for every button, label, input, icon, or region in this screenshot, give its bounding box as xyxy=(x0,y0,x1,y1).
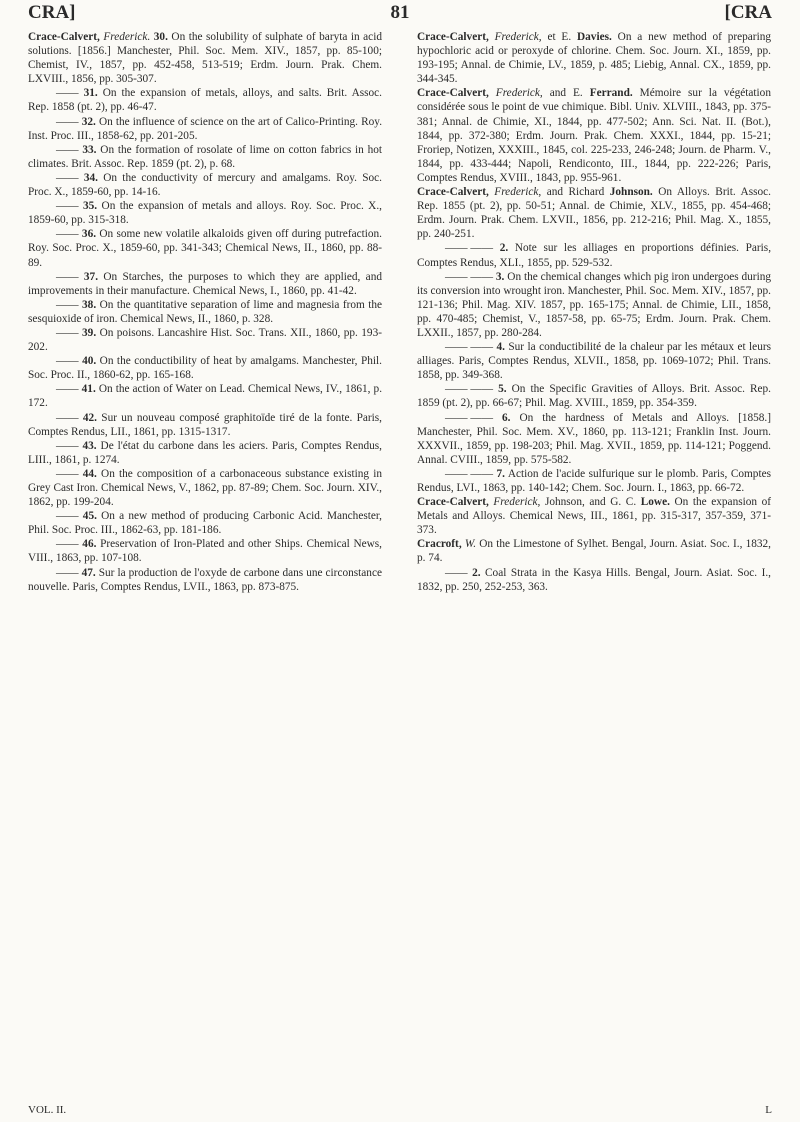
bibliography-entry xyxy=(28,171,382,199)
bibliography-entry xyxy=(28,326,382,354)
entry-text: De l'état du carbone dans les aciers. Paris, Comptes Rendus, LIII., 1861, p. 1274. xyxy=(28,439,383,466)
entry-dash: —— xyxy=(56,411,79,424)
entry-text: On the composition of a carbonaceous substance existing in Grey Cast Iron. Chemical News, V., 1862, pp. 87-89; Chem. Soc. Journ. XIV., 1862, pp. 199-204. xyxy=(28,467,383,509)
entry-coauthor-surname: Ferrand. xyxy=(589,87,633,100)
entry-dash: —— xyxy=(56,115,79,128)
bibliography-entry xyxy=(417,30,771,86)
entry-number: 40. xyxy=(82,355,97,368)
entry-dash: —— xyxy=(56,439,79,452)
entry-dash: —— xyxy=(56,355,79,368)
bibliography-entry xyxy=(28,143,382,171)
entry-dash: —— —— xyxy=(445,270,494,283)
entry-text: On the quantitative separation of lime and magnesia from the sesquioxide of iron. Chemical News, II., 1860, p. 328. xyxy=(28,298,383,325)
entry-number: 38. xyxy=(82,298,97,311)
bibliography-entry xyxy=(28,411,382,439)
entry-text: On some new volatile alkaloids given off during putrefaction. Roy. Soc. Proc. X., 1859-60, pp. 341-343; Chemical News, II., 1860, pp. 88-89. xyxy=(28,228,383,269)
entry-dash: —— —— xyxy=(445,411,494,424)
entry-dash: —— —— xyxy=(445,242,494,255)
entry-text: On the action of Water on Lead. Chemical News, IV., 1861, p. 172. xyxy=(28,383,383,410)
entry-dash: —— xyxy=(56,298,79,311)
entry-coauthor: and E. xyxy=(549,87,583,100)
bibliography-entry xyxy=(28,566,382,594)
entry-given-name: Frederick, xyxy=(495,87,543,100)
entry-number: 37. xyxy=(83,270,99,283)
bibliography-entry xyxy=(417,537,771,565)
bibliography-entry xyxy=(28,115,382,143)
signature-mark: L xyxy=(765,1104,772,1116)
entry-number: 2. xyxy=(472,566,481,579)
bibliography-entry xyxy=(417,495,771,537)
entry-dash: —— xyxy=(56,510,79,523)
entry-author: Crace-Calvert, xyxy=(28,31,100,43)
entry-text: Preservation of Iron-Plated and other Ships. Chemical News, VIII., 1863, pp. 107-108. xyxy=(28,538,382,565)
bibliography-entry xyxy=(28,30,382,86)
entry-number: 35. xyxy=(83,200,98,213)
entry-given-name: Frederick, xyxy=(493,496,541,509)
bibliography-entry xyxy=(28,537,382,565)
entry-coauthor-surname: Davies. xyxy=(576,31,612,43)
entry-text: Note sur les alliages en proportions définies. Paris, Comptes Rendus, XLI., 1855, pp. 529-532. xyxy=(417,242,772,269)
bibliography-entry xyxy=(417,270,771,340)
right-column xyxy=(417,30,771,594)
entry-dash: —— xyxy=(56,538,79,551)
entry-dash: —— xyxy=(56,566,79,579)
entry-number: 32. xyxy=(81,115,96,128)
entry-text: On the expansion of Metals and Alloys. Chemical News, III., 1861, pp. 315-317, 357-359, 371-373. xyxy=(417,496,772,537)
entry-dash: —— xyxy=(56,143,79,156)
entry-dash: —— xyxy=(56,383,79,396)
entry-text: On the hardness of Metals and Alloys. [1858.] Manchester, Phil. Soc. Mem. XV., 1860, pp. 113-121; Franklin Inst. Journ. XXXVII., 1859, pp. 198-203; Phil. Mag. XVII., 1859, pp. 114-121; Poggend. Annal. CVIII., 1859, pp. 575-582. xyxy=(417,411,772,466)
entry-text: On the solubility of sulphate of baryta in acid solutions. [1856.] Manchester, Phil. Soc. Mem. XIV., 1857, pp. 85-100; Chemist, IV., 1857, pp. 452-458, 513-519; Erdm. Journ. Prak. Chem. LXVIII., 1856, pp. 305-307. xyxy=(28,31,382,86)
entry-text: On Starches, the purposes to which they are applied, and improvements in their manufacture. Chemical News, I., 1860, pp. 41-42. xyxy=(28,270,382,297)
entry-number: 2. xyxy=(499,242,509,255)
entry-author: Cracroft, xyxy=(417,538,462,551)
bibliography-entry xyxy=(28,354,382,382)
bibliography-entry xyxy=(28,467,382,509)
bibliography-entry xyxy=(28,227,382,269)
entry-text: Sur la conductibilité de la chaleur par les métaux et leurs alliages. Paris, Comptes Rendus, XLVII., 1858, pp. 1069-1072; Phil. Trans. 1858, pp. 349-368. xyxy=(417,341,771,382)
entry-dash: —— —— xyxy=(445,383,494,396)
entry-dash: —— xyxy=(56,171,79,184)
entry-text: On the expansion of metals, alloys, and salts. Brit. Assoc. Rep. 1858 (pt. 2), pp. 46-47. xyxy=(28,87,383,114)
entry-number: 41. xyxy=(81,383,96,396)
entry-dash: —— xyxy=(56,270,79,283)
entry-text: On the Limestone of Sylhet. Bengal, Journ. Asiat. Soc. I., 1832, p. 74. xyxy=(417,538,772,565)
entry-author: Crace-Calvert, xyxy=(417,87,489,100)
bibliography-entry xyxy=(417,241,771,269)
bibliography-entry xyxy=(28,509,382,537)
entry-number: 3. xyxy=(495,270,505,283)
entry-text: On the influence of science on the art of Calico-Printing. Roy. Inst. Proc. III., 1858-62, pp. 201-205. xyxy=(28,115,383,142)
entry-dash: —— xyxy=(56,87,79,100)
entry-dash: —— —— xyxy=(445,341,494,354)
entry-number: 31. xyxy=(83,87,98,100)
entry-text: On the conductibility of heat by amalgams. Manchester, Phil. Soc. Proc. II., 1860-62, pp. 165-168. xyxy=(28,355,382,382)
bibliography-entry xyxy=(417,566,771,594)
entry-number: 4. xyxy=(496,341,505,354)
entry-dash: —— xyxy=(56,467,79,480)
volume-label: VOL. II. xyxy=(28,1104,67,1116)
page-footer xyxy=(28,1104,772,1118)
entry-number: 47. xyxy=(81,566,96,579)
entry-number: 39. xyxy=(82,326,97,339)
entry-text: Sur la production de l'oxyde de carbone dans une circonstance nouvelle. Paris, Comptes Rendus, LVII., 1863, pp. 873-875. xyxy=(28,566,382,593)
entry-number: 43. xyxy=(82,439,97,452)
header-right-guide: [CRA xyxy=(724,2,772,23)
entry-number: 6. xyxy=(501,411,511,424)
entry-text: On the formation of rosolate of lime on cotton fabrics in hot climates. Brit. Assoc. Rep. 1859 (pt. 2), p. 68. xyxy=(28,143,383,170)
entry-dash: —— xyxy=(445,566,468,579)
entry-text: On a new method of producing Carbonic Acid. Manchester, Phil. Soc. Proc. III., 1862-63, pp. 181-186. xyxy=(28,510,383,537)
header-left-guide: CRA] xyxy=(28,2,76,23)
entry-number: 45. xyxy=(82,510,97,523)
bibliography-entry xyxy=(28,199,382,227)
entry-author: Crace-Calvert, xyxy=(417,496,489,509)
entry-coauthor-surname: Johnson. xyxy=(609,186,653,199)
entry-given-name: Frederick, xyxy=(494,31,542,43)
entry-text: On poisons. Lancashire Hist. Soc. Trans. XII., 1860, pp. 193-202. xyxy=(28,326,382,354)
entry-text: Mémoire sur la végétation considérée sous le point de vue chimique. Bibl. Univ. XLVIII., 1843, pp. 375-381; Annal. de Chimie, XI., 1844, pp. 477-502; Ann. Sci. Nat. II. (Bot.), 1844, pp. 372-380; Erdm. Journ. Prak. Chem. XXXI., 1844, pp. 15-21; Froriep, Notizen, XXXIII., 1845, col. 225-233, 246-248; Journ. de Pharm. V., 1844, pp. 433-444; Napoli, Rendiconto, III., 1844, pp. 222-226; Paris, Comptes Rendus, XVIII., 1843, pp. 955-961. xyxy=(417,87,771,184)
entry-text: Action de l'acide sulfurique sur le plomb. Paris, Comptes Rendus, LVI., 1863, pp. 140-142; Chem. Soc. Journ. I., 1863, pp. 66-72. xyxy=(417,467,771,494)
page-number: 81 xyxy=(390,2,410,23)
entry-text: On a new method of preparing hypochloric acid or peroxyde of chlorine. Chem. Soc. Journ. XI., 1859, pp. 193-195; Annal. de Chimie, LV., 1859, p. 485; Liebig, Annal. CX., 1859, pp. 344-345. xyxy=(417,31,772,86)
entry-number: 34. xyxy=(83,171,98,184)
bibliography-entry xyxy=(417,467,771,495)
entry-coauthor: Johnson, and G. C. xyxy=(544,496,637,509)
entry-given-name: Frederick. xyxy=(103,31,151,43)
bibliography-entry xyxy=(28,298,382,326)
entry-text: Coal Strata in the Kasya Hills. Bengal, Journ. Asiat. Soc. I., 1832, pp. 250, 252-253, 363. xyxy=(417,566,771,593)
entry-coauthor: et E. xyxy=(547,31,572,43)
entry-text: On the chemical changes which pig iron undergoes during its conversion into wrought iron. Manchester, Phil. Soc. Mem. XIV., 1857, pp. 121-136; Phil. Mag. XIV. 1857, pp. 165-175; Annal. de Chimie, LII., 1858, pp. 470-485; Chemist, V., 1857-58, pp. 65-75; Erdm. Journ. Prak. Chem. LXXII., 1857, pp. 280-284. xyxy=(417,270,772,339)
bibliography-entry xyxy=(417,411,771,467)
bibliography-entry xyxy=(28,270,382,298)
entry-number: 5. xyxy=(498,383,507,396)
entry-dash: —— xyxy=(56,200,79,213)
bibliography-entry xyxy=(417,382,771,410)
bibliography-entry xyxy=(417,86,771,185)
bibliography-entry xyxy=(28,86,382,114)
entry-coauthor: and Richard xyxy=(546,186,605,199)
bibliography-entry xyxy=(417,185,771,241)
entry-number: 42. xyxy=(82,411,97,424)
entry-number: 46. xyxy=(82,538,97,551)
left-column xyxy=(28,30,382,594)
page-header xyxy=(28,2,772,28)
bibliography-entry xyxy=(417,340,771,382)
entry-text: On the Specific Gravities of Alloys. Brit. Assoc. Rep. 1859 (pt. 2), pp. 66-67; Phil. Mag. XVIII., 1859, pp. 354-359. xyxy=(417,383,772,410)
entry-author: Crace-Calvert, xyxy=(417,186,489,199)
entry-dash: —— —— xyxy=(445,467,494,480)
entry-number: 44. xyxy=(82,467,97,480)
entry-author: Crace-Calvert, xyxy=(417,31,489,43)
entry-text: Sur un nouveau composé graphitoïde tiré de la fonte. Paris, Comptes Rendus, LII., 1861, pp. 1315-1317. xyxy=(28,411,382,438)
entry-given-name: W. xyxy=(464,538,477,551)
entry-text: On Alloys. Brit. Assoc. Rep. 1855 (pt. 2), pp. 50-51; Annal. de Chimie, XLV., 1855, pp. 454-468; Erdm. Journ. Prak. Chem. LXVII., 1856, pp. 212-216; Phil. Mag. X., 1855, pp. 240-251. xyxy=(417,186,771,241)
entry-given-name: Frederick, xyxy=(494,186,542,199)
entry-number: 33. xyxy=(82,143,97,156)
entry-number: 30. xyxy=(153,31,168,43)
entry-dash: —— xyxy=(56,326,79,339)
entry-dash: —— xyxy=(56,228,79,241)
bibliography-entry xyxy=(28,439,382,467)
entry-number: 7. xyxy=(496,467,505,480)
entry-text: On the conductivity of mercury and amalgams. Roy. Soc. Proc. X., 1859-60, pp. 14-16. xyxy=(28,171,383,199)
bibliography-entry xyxy=(28,382,382,410)
entry-text: On the expansion of metals and alloys. Roy. Soc. Proc. X., 1859-60, pp. 315-318. xyxy=(28,200,382,227)
entry-number: 36. xyxy=(81,228,97,241)
entry-coauthor-surname: Lowe. xyxy=(640,496,670,509)
